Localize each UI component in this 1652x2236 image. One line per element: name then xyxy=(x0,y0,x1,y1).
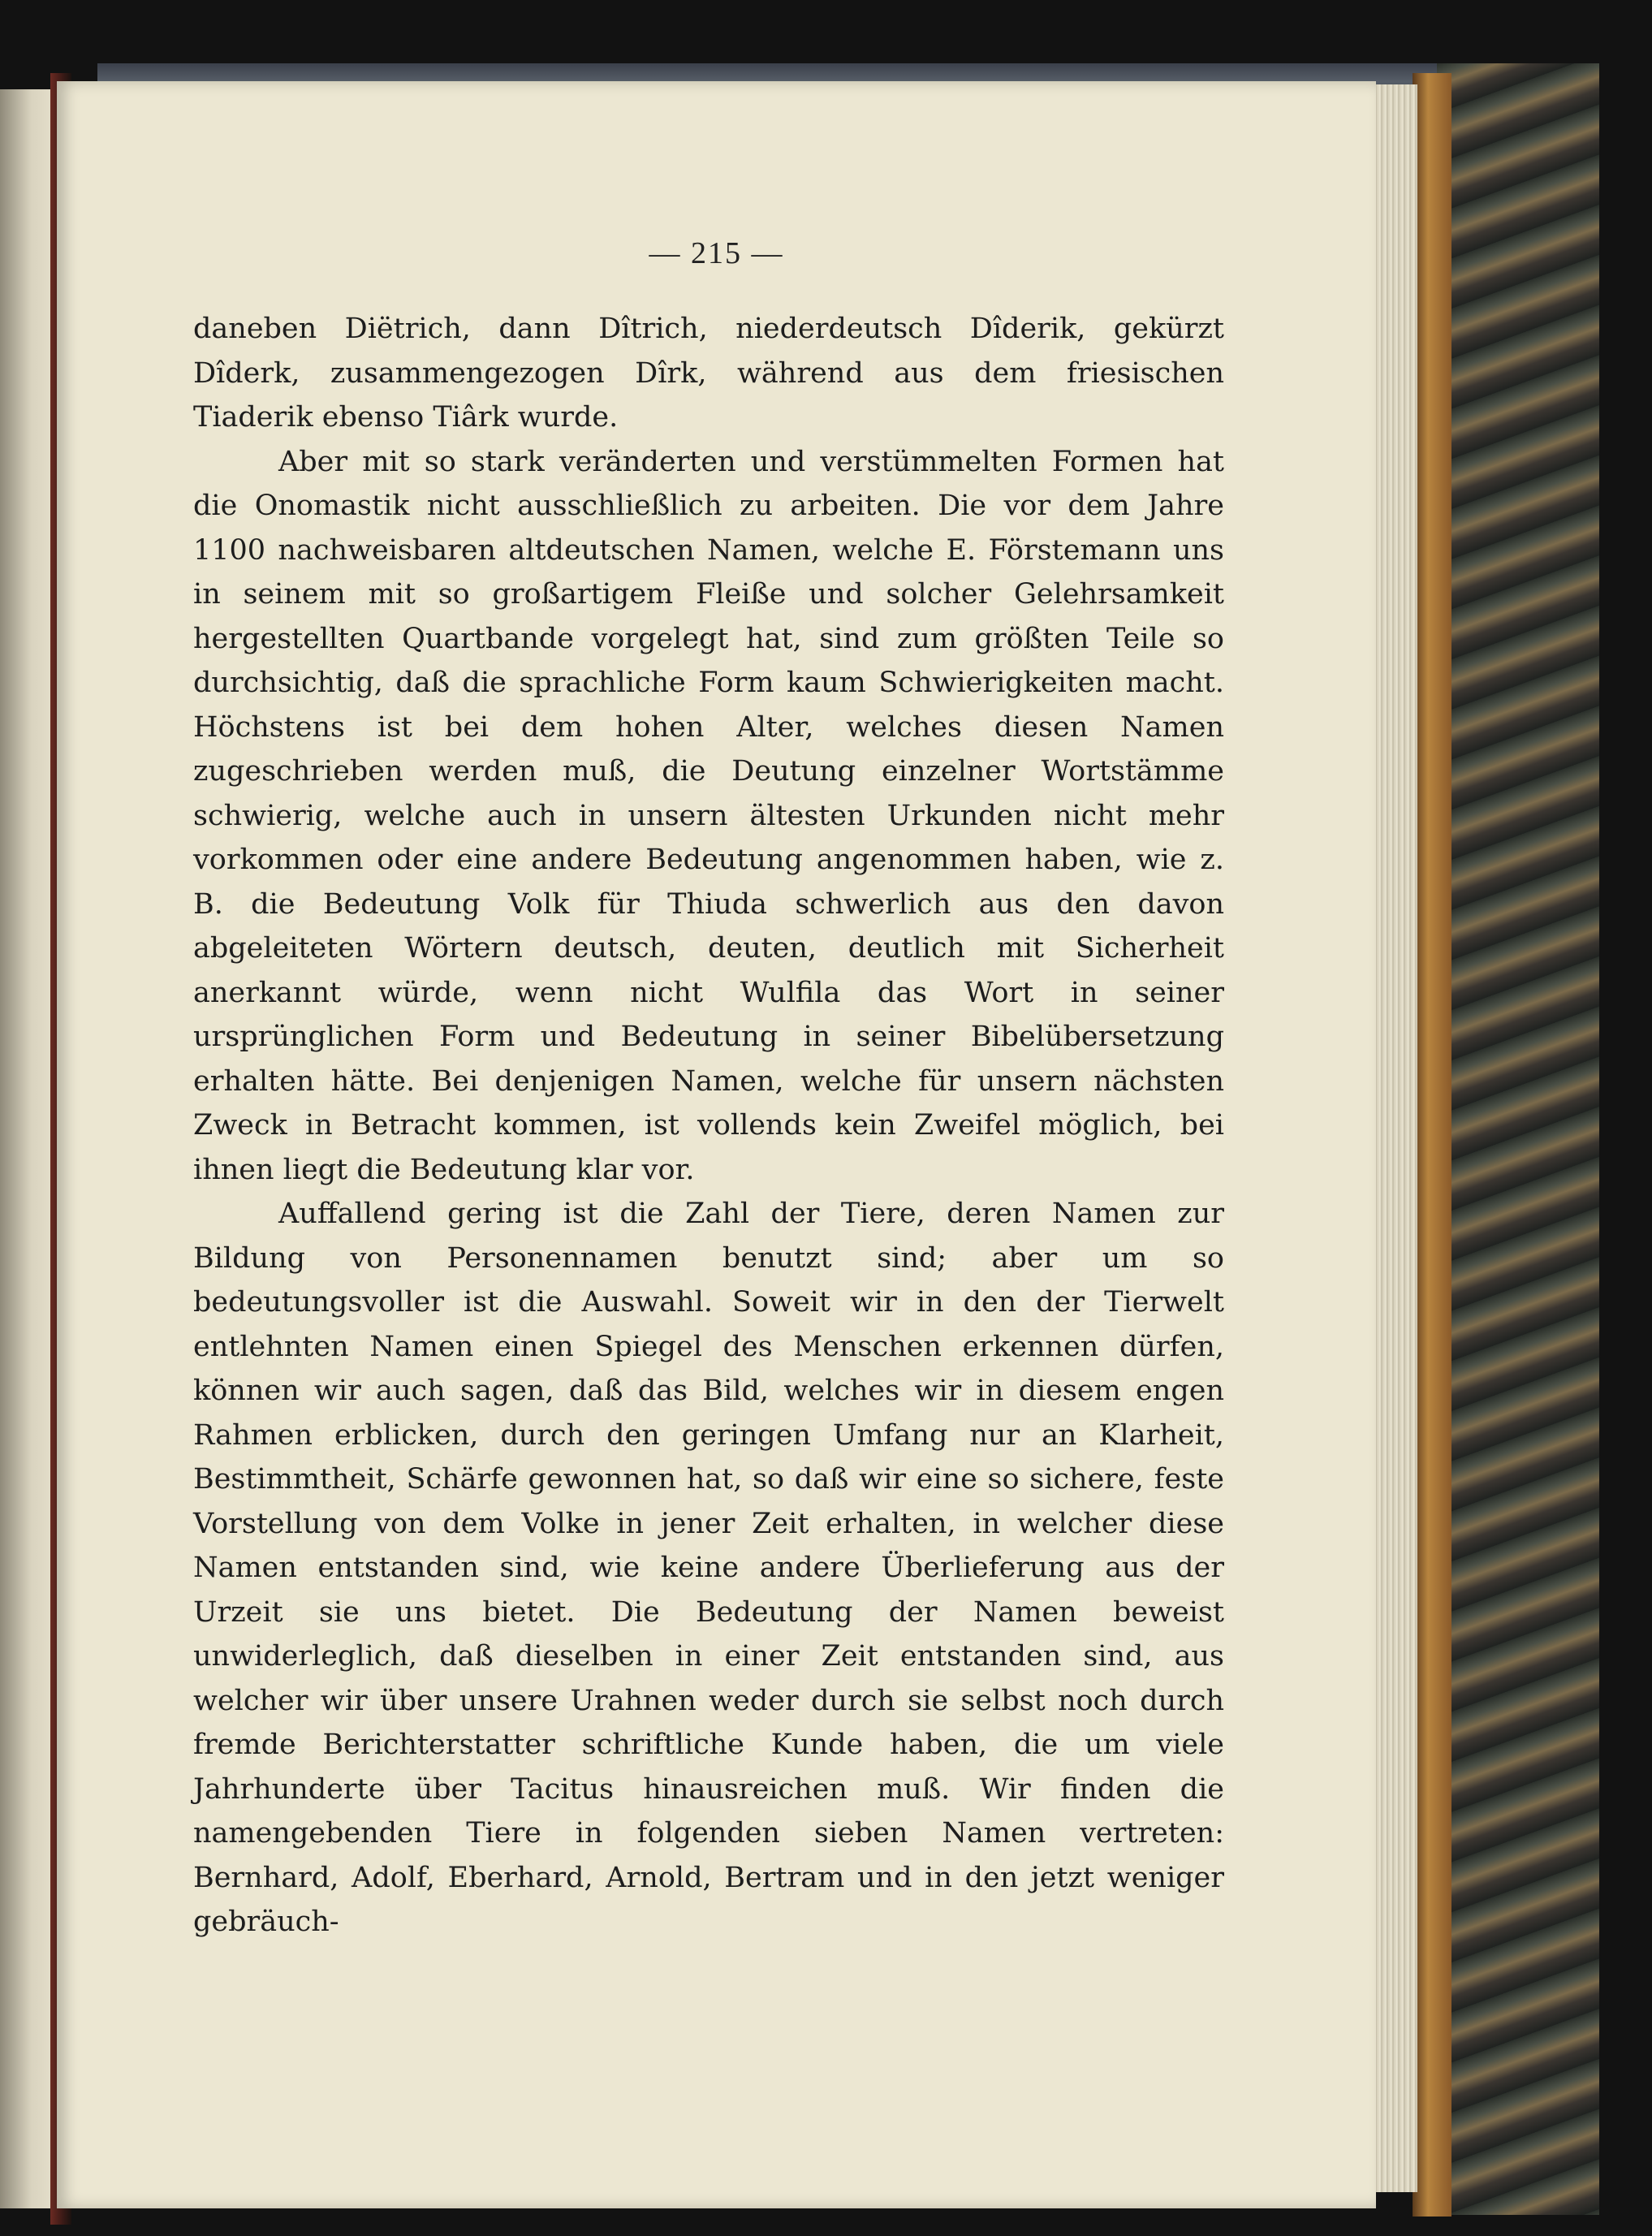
paragraph-1: daneben Diëtrich, dann Dîtrich, niederdeutsch Dîderik, gekürzt Dîderk, zusammengezogen Dîrk, während aus dem friesischen Tiaderik ebenso Tiârk wurde. xyxy=(193,313,1224,434)
marbled-cover-board xyxy=(1437,63,1599,2215)
paragraph-2: Aber mit so stark veränderten und verstümmelten Formen hat die Onomastik nicht ausschließlich zu arbeiten. Die vor dem Jahre 1100 nachweisbaren altdeutschen Namen, welche E. Förstemann uns in seinem mit so großartigem Fleiße und solcher Gelehrsamkeit hergestellten Quartbande vorgelegt hat, sind zum größten Teile so durchsichtig, daß die sprachliche Form kaum Schwierigkeiten macht. Höchstens ist bei dem hohen Alter, welches diesen Namen zugeschrieben werden muß, die Deutung einzelner Wortstämme schwierig, welche auch in unsern ältesten Urkunden nicht mehr vorkommen oder eine andere Bedeutung angenommen haben, wie z. B. die Bedeutung Volk für Thiuda schwerlich aus den davon abgeleiteten Wörtern deutsch, deuten, deutlich mit Sicherheit anerkannt würde, wenn nicht Wulfila das Wort in seiner ursprünglichen Form und Bedeutung in seiner Bibelübersetzung erhalten hätte. Bei denjenigen Namen, welche für unsern nächsten Zweck in Betracht kommen, ist vollends kein Zweifel möglich, bei ihnen liegt die Bedeutung klar vor. xyxy=(193,445,1224,1186)
page-stack-edge xyxy=(1372,84,1417,2192)
left-page-edge xyxy=(0,89,57,2208)
paragraph-3: Auffallend gering ist die Zahl der Tiere, deren Namen zur Bildung von Personennamen benutzt sind; aber um so bedeutungsvoller ist die Auswahl. Soweit wir in den der Tierwelt entlehnten Namen einen Spiegel des Menschen erkennen dürfen, können wir auch sagen, daß das Bild, welches wir in diesem engen Rahmen erblicken, durch den geringen Umfang nur an Klarheit, Bestimmtheit, Schärfe gewonnen hat, so daß wir eine so sichere, feste Vorstellung von dem Volke in jener Zeit erhalten, in welcher diese Namen entstanden sind, wie keine andere Überlieferung aus der Urzeit sie uns bietet. Die Bedeutung der Namen beweist unwiderleglich, daß dieselben in einer Zeit entstanden sind, aus welcher wir über unsere Urahnen weder durch sie selbst noch durch fremde Berichterstatter schriftliche Kunde haben, die um viele Jahrhunderte über Tacitus hinausreichen muß. Wir finden die namengebenden Tiere in folgenden sieben Namen vertreten: Bernhard, Adolf, Eberhard, Arnold, Bertram und in den jetzt weniger gebräuch- xyxy=(193,1198,1224,1938)
book-page xyxy=(57,81,1376,2208)
body-text xyxy=(193,307,1224,1945)
leather-cover-edge xyxy=(1413,73,1451,2217)
page-number: — 215 — xyxy=(649,236,784,270)
